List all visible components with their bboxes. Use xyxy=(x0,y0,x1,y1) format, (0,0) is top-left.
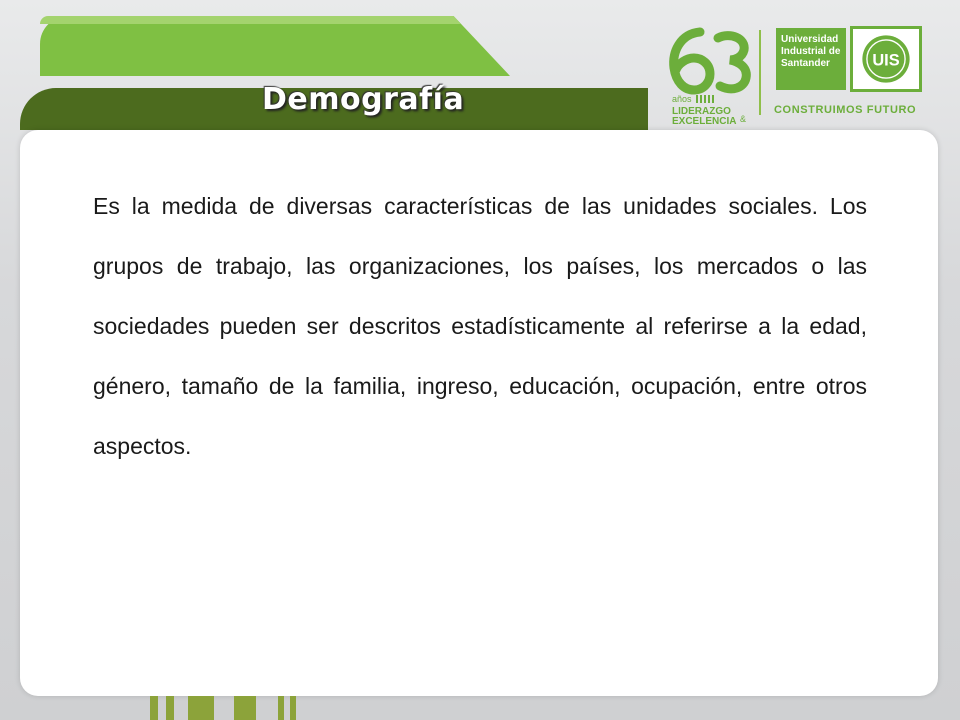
university-tagline: CONSTRUIMOS FUTURO xyxy=(774,104,917,116)
university-name-line2: Industrial de xyxy=(781,46,841,57)
logo-line2: EXCELENCIA xyxy=(672,116,737,127)
green-header-tab xyxy=(40,16,510,76)
footer-bar xyxy=(290,696,296,720)
university-name-line3: Santander xyxy=(781,58,830,69)
logo-digit-three-shape xyxy=(718,36,746,89)
logo-digit-six-shape xyxy=(674,32,710,90)
decorative-footer-bars xyxy=(150,696,310,720)
university-name-block xyxy=(776,28,846,90)
footer-bar xyxy=(188,696,214,720)
logo-divider xyxy=(759,30,761,115)
logo-years-word: años xyxy=(672,94,692,104)
logo-stripes-icon xyxy=(696,95,714,103)
footer-bar xyxy=(234,696,256,720)
footer-bar xyxy=(166,696,174,720)
university-name-line1: Universidad xyxy=(781,34,839,45)
anniversary-63-logo xyxy=(650,18,760,128)
footer-bar xyxy=(278,696,284,720)
uis-seal-text: UIS xyxy=(872,51,900,70)
logo-line1: LIDERAZGO xyxy=(672,106,731,117)
green-header-tab-highlight xyxy=(40,16,510,24)
logo-ampersand: & xyxy=(740,114,747,124)
slide-title: Demografía xyxy=(262,82,465,117)
footer-bar xyxy=(150,696,158,720)
uis-seal-logo xyxy=(850,26,922,92)
slide-body-text: Es la medida de diversas características de las unidades sociales. Los grupos de trabajo, las organizaciones, los países, los mercados o las sociedades pueden ser descritos estadísticamente al referirse a la edad, género, tamaño de la familia, ingreso, educación, ocupación, entre otros aspectos. xyxy=(93,193,867,459)
